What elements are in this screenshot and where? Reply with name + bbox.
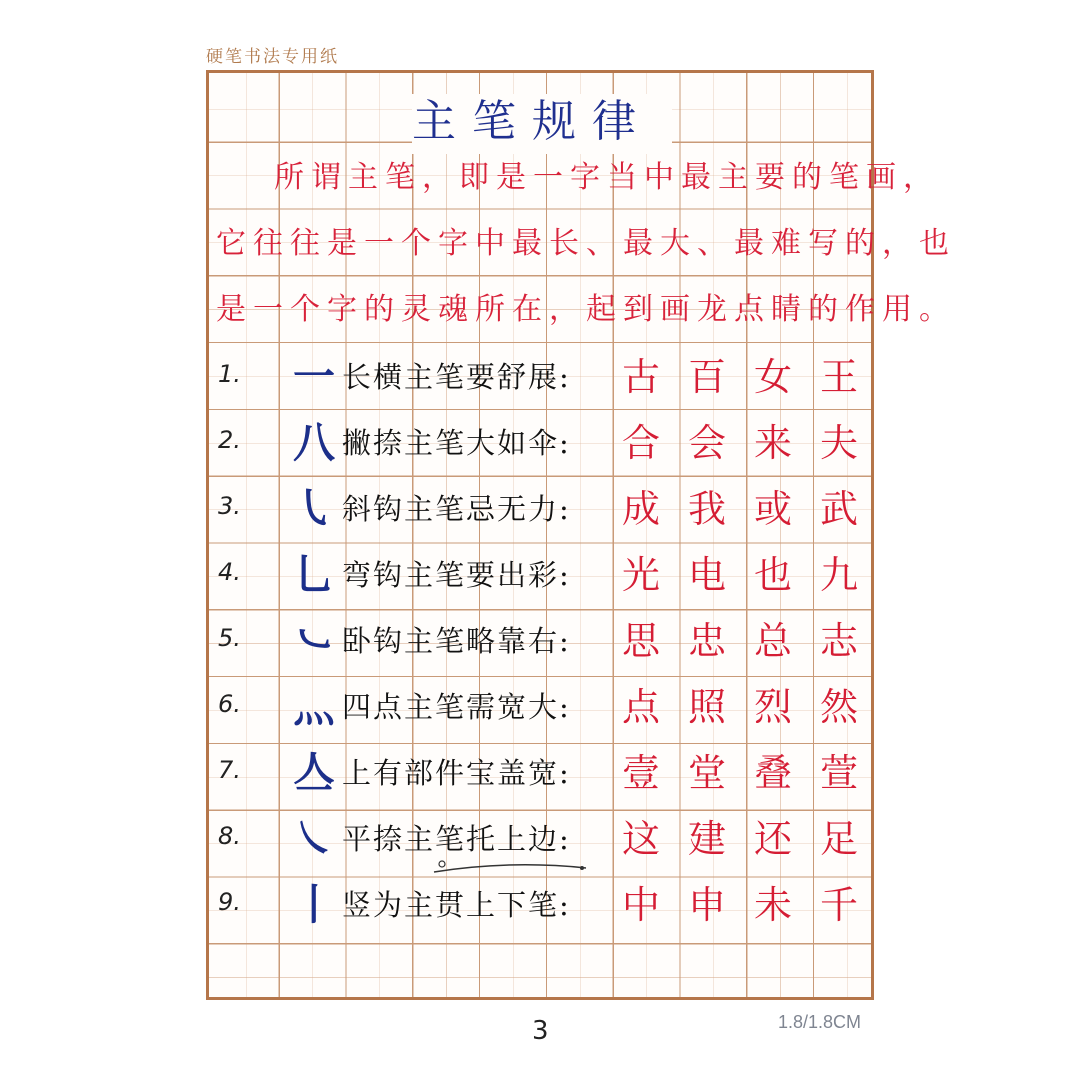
example-char: 合: [621, 421, 660, 465]
example-char: 百: [687, 355, 726, 399]
rule-number: 8.: [218, 822, 241, 850]
rule-row: [210, 410, 872, 476]
wan-gou-stroke-icon: 乚: [292, 550, 335, 599]
rule-text: 平捺主笔托上边 :: [342, 814, 582, 864]
rule-text: 长横主笔要舒展 :: [342, 352, 582, 402]
rule-text: 四点主笔需宽大 :: [342, 682, 582, 732]
example-char: 壹: [621, 751, 660, 795]
rule-row: [210, 872, 872, 938]
example-char: 九: [819, 553, 858, 597]
example-char: 然: [819, 685, 858, 729]
example-char: 中: [621, 883, 660, 927]
example-char: 我: [687, 487, 726, 531]
pie-na-stroke-icon: 八: [292, 418, 335, 467]
example-char: 夫: [819, 421, 858, 465]
example-char: 来: [753, 421, 792, 465]
example-char: 照: [687, 685, 726, 729]
rule-text: 撇捺主笔大如伞 :: [342, 418, 582, 468]
example-char: 志: [819, 619, 858, 663]
rule-text: 斜钩主笔忌无力 :: [342, 484, 582, 534]
rule-text: 竖为主贯上下笔 :: [342, 880, 582, 930]
rule-number: 5.: [218, 624, 241, 652]
rule-number: 7.: [218, 756, 241, 784]
ping-na-stroke-icon: ㇏: [292, 814, 335, 863]
example-char: 武: [819, 487, 858, 531]
rule-row: [210, 608, 872, 674]
rule-row: [210, 542, 872, 608]
example-char: 女: [753, 355, 792, 399]
example-char: 忠: [687, 619, 726, 663]
intro-line-2: 它往往是一个字中最长、最大、最难写的，也: [216, 226, 956, 261]
grid-size-label: 1.8/1.8CM: [778, 1012, 862, 1032]
example-char: 王: [819, 355, 858, 399]
example-char: 烈: [753, 685, 792, 729]
example-char: 古: [621, 355, 660, 399]
heng-stroke-icon: 一: [292, 352, 335, 401]
example-char: 建: [687, 817, 726, 861]
wo-gou-stroke-icon: ㇃: [292, 616, 335, 665]
top-component-icon: 亼: [292, 748, 335, 797]
example-char: 总: [753, 619, 792, 663]
rule-text: 上有部件宝盖宽 :: [342, 748, 582, 798]
rule-number: 1.: [218, 360, 241, 388]
rule-row: [210, 344, 872, 410]
example-char: 叠: [753, 751, 792, 795]
rule-row: [210, 674, 872, 740]
intro-line-3: 是一个字的灵魂所在，起到画龙点睛的作用。: [216, 292, 956, 327]
example-char: 也: [753, 553, 792, 597]
shu-stroke-icon: 丨: [292, 880, 335, 929]
example-char: 还: [753, 817, 792, 861]
rule-text: 弯钩主笔要出彩 :: [342, 550, 582, 600]
rule-number: 9.: [218, 888, 241, 916]
si-dian-stroke-icon: 灬: [292, 682, 335, 731]
rule-number: 3.: [218, 492, 241, 520]
intro-line-1: 所谓主笔，即是一字当中最主要的笔画，: [274, 160, 940, 195]
rule-number: 2.: [218, 426, 241, 454]
example-char: 点: [621, 685, 660, 729]
example-char: 成: [621, 487, 660, 531]
page-title: 主笔规律: [412, 94, 672, 154]
example-char: 或: [753, 487, 792, 531]
example-char: 千: [819, 883, 858, 927]
example-char: 这: [621, 817, 660, 861]
rule-row: [210, 476, 872, 542]
example-char: 足: [819, 817, 858, 861]
example-char: 电: [687, 553, 726, 597]
rule-number: 6.: [218, 690, 241, 718]
rule-number: 4.: [218, 558, 241, 586]
example-char: 思: [621, 619, 660, 663]
example-char: 会: [687, 421, 726, 465]
rule-text: 卧钩主笔略靠右 :: [342, 616, 582, 666]
example-char: 堂: [687, 751, 726, 795]
page-number: 3: [532, 1016, 549, 1046]
rule-row: [210, 740, 872, 806]
example-char: 申: [687, 883, 726, 927]
paper-label: 硬笔书法专用纸: [206, 47, 339, 67]
xie-gou-stroke-icon: ㇂: [292, 484, 335, 533]
example-char: 光: [621, 553, 660, 597]
example-char: 萱: [819, 751, 858, 795]
example-char: 未: [753, 883, 792, 927]
